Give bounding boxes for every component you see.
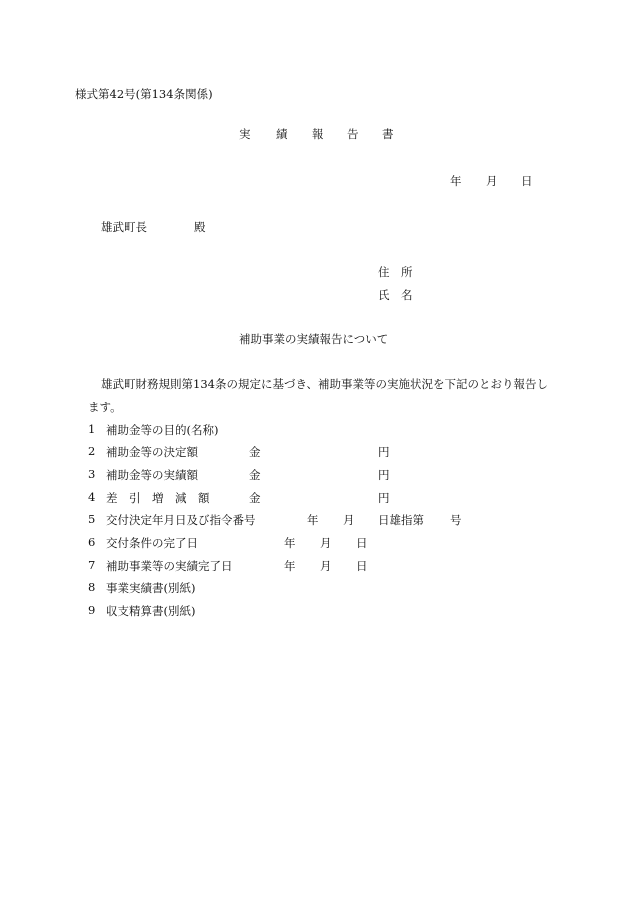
item-go: 号 (450, 513, 462, 527)
title-char: 実 (239, 127, 251, 141)
title-char: 書 (382, 127, 394, 141)
item-number: 2 (88, 444, 96, 458)
item-label: 補助金等の実績額 (106, 468, 198, 482)
addressee-honorific: 殿 (194, 220, 206, 234)
item-label: 補助金等の決定額 (106, 445, 198, 459)
item-kin: 金 (249, 445, 261, 459)
item-number: 5 (88, 512, 96, 526)
date-month: 月 (486, 174, 498, 188)
subject-line: 補助事業の実績報告について (239, 332, 389, 346)
item-day: 日 (356, 559, 368, 573)
item-yen: 円 (378, 468, 390, 482)
item-kin: 金 (249, 491, 261, 505)
item-month: 月 (343, 513, 355, 527)
addressee-name: 雄武町長 (101, 220, 147, 234)
item-day-ref: 日雄指第 (378, 513, 424, 527)
item-label: 交付条件の完了日 (106, 536, 198, 550)
item-label: 事業実績書(別紙) (106, 581, 196, 595)
item-day: 日 (356, 536, 368, 550)
item-number: 4 (88, 490, 96, 504)
item-month: 月 (320, 536, 332, 550)
body-line-2: ます。 (88, 400, 122, 414)
item-label: 交付決定年月日及び指令番号 (106, 513, 256, 527)
form-number: 様式第42号(第134条関係) (75, 87, 213, 101)
item-number: 6 (88, 535, 96, 549)
item-number: 1 (88, 422, 96, 436)
item-yen: 円 (378, 491, 390, 505)
date-day: 日 (521, 174, 533, 188)
item-yen: 円 (378, 445, 390, 459)
name-label: 氏 名 (378, 288, 413, 302)
title-char: 績 (276, 127, 288, 141)
title-char: 告 (347, 127, 359, 141)
item-label: 収支精算書(別紙) (106, 604, 196, 618)
item-year: 年 (284, 536, 296, 550)
address-label: 住 所 (378, 265, 413, 279)
item-kin: 金 (249, 468, 261, 482)
item-year: 年 (284, 559, 296, 573)
body-line-1: 雄武町財務規則第134条の規定に基づき、補助事業等の実施状況を下記のとおり報告し (101, 377, 548, 391)
item-number: 8 (88, 580, 96, 594)
item-label: 補助金等の目的(名称) (106, 423, 219, 437)
item-number: 9 (88, 603, 96, 617)
item-month: 月 (320, 559, 332, 573)
item-label: 差 引 増 減 額 (106, 491, 210, 505)
title-char: 報 (312, 127, 324, 141)
item-number: 3 (88, 467, 96, 481)
date-year: 年 (450, 174, 462, 188)
item-year: 年 (307, 513, 319, 527)
item-label: 補助事業等の実績完了日 (106, 559, 233, 573)
item-number: 7 (88, 558, 96, 572)
